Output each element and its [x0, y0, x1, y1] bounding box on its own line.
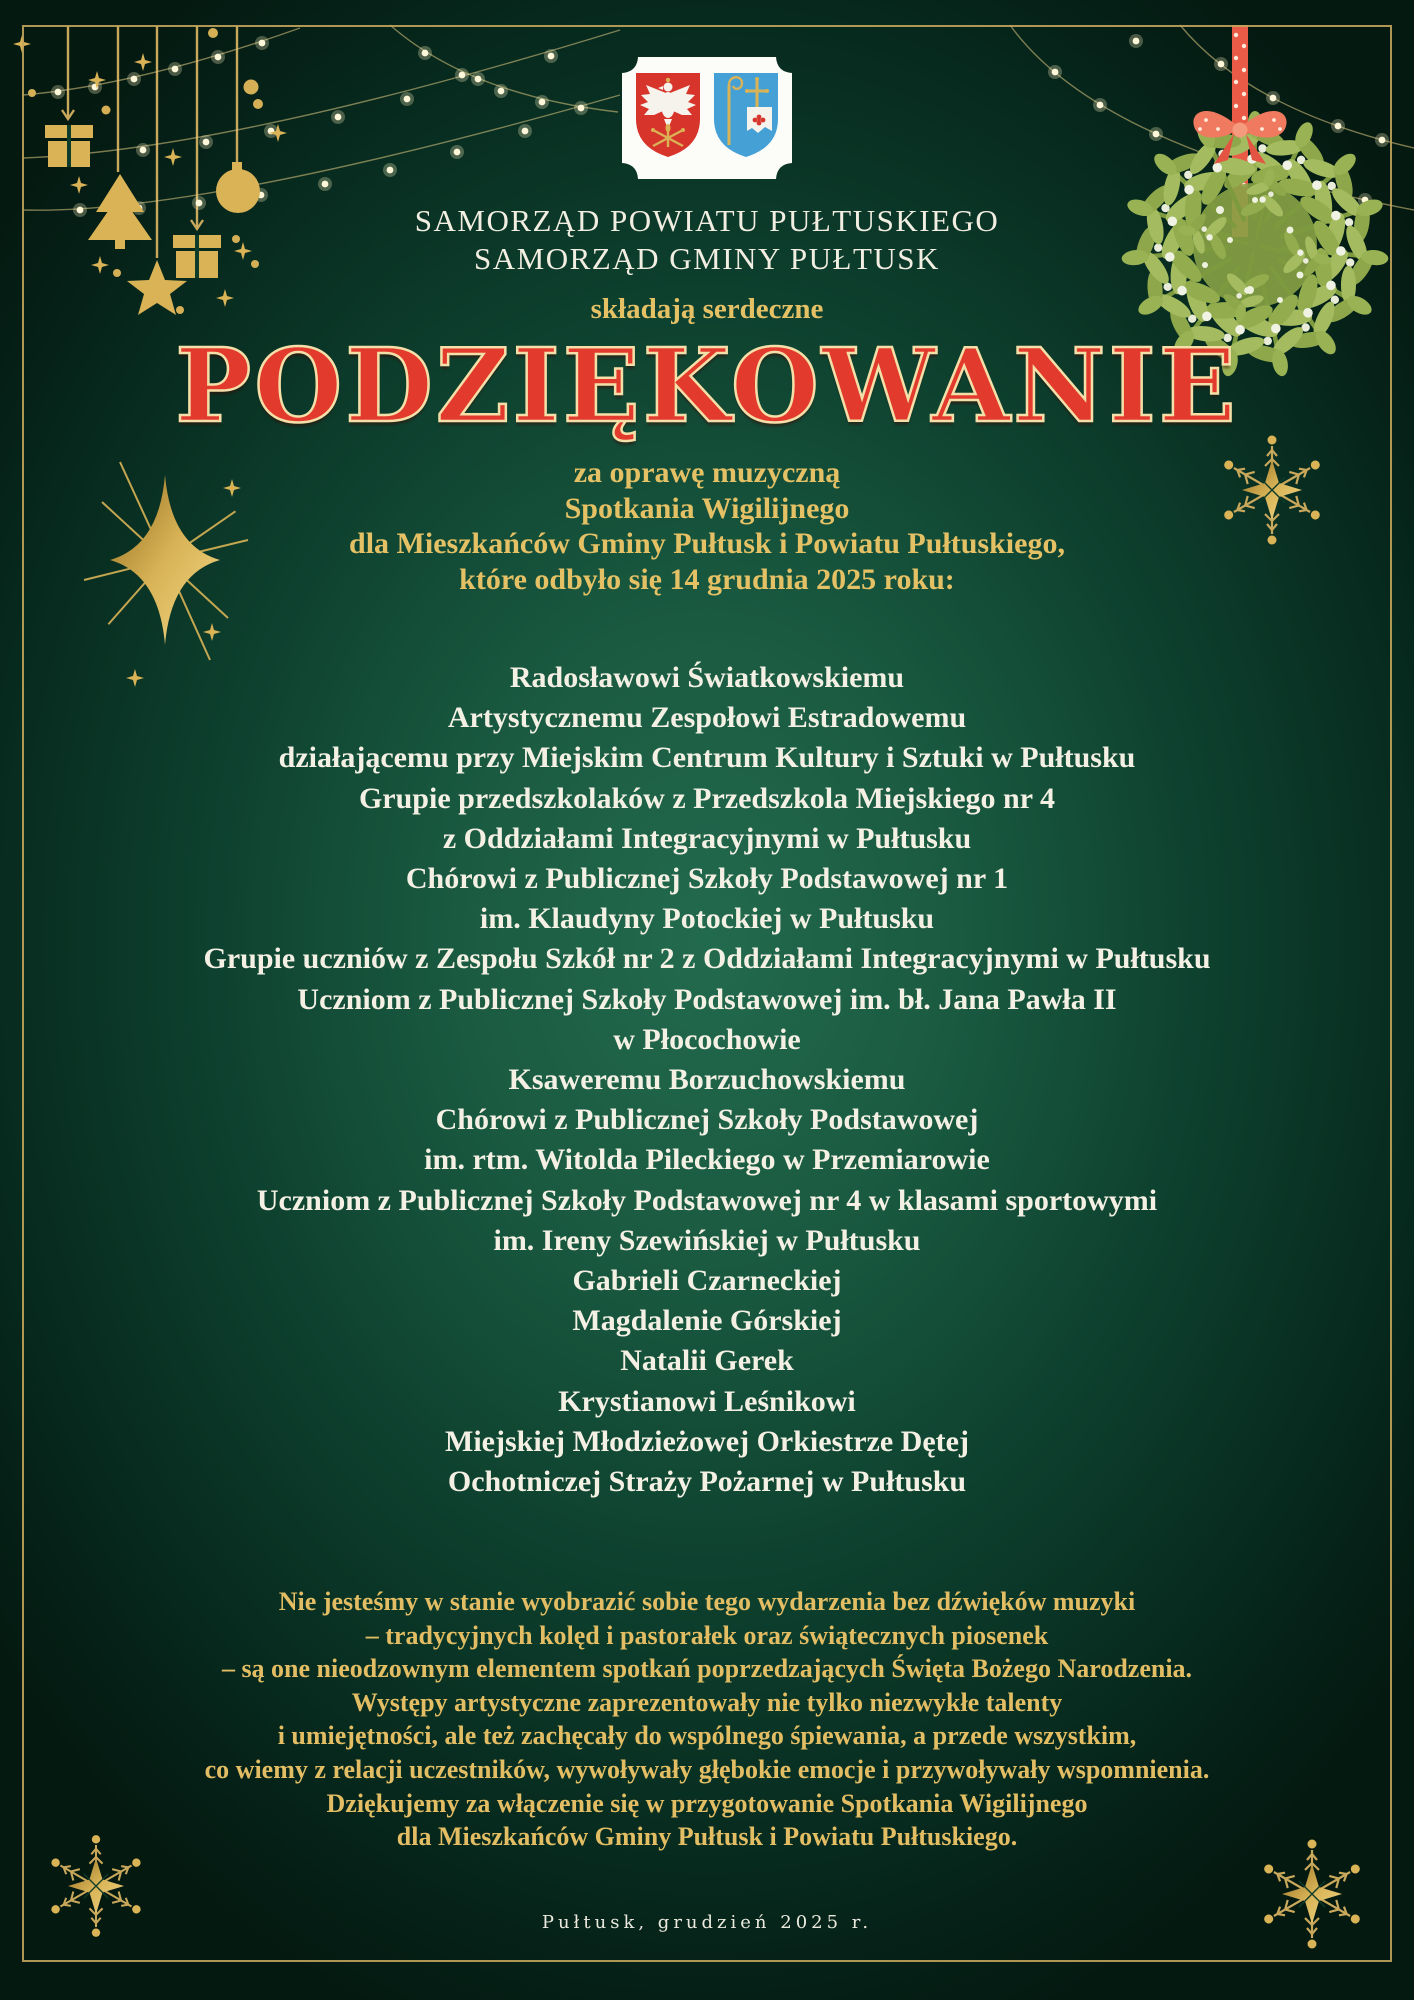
recipient-line: Gabrieli Czarneckiej — [572, 1264, 842, 1298]
intro-line: za oprawę muzyczną — [573, 456, 841, 489]
recipient-line: Uczniom z Publicznej Szkoły Podstawowej nr 4 w klasami sportowymi — [256, 1183, 1158, 1217]
recipient-line: im. Ireny Szewińskiej w Pułtusku — [493, 1223, 921, 1257]
recipient-line: Grupie przedszkolaków z Przedszkola Miejskiego nr 4 — [358, 781, 1056, 815]
message-line: dla Mieszkańców Gminy Pułtusk i Powiatu Pułtuskiego. — [396, 1822, 1018, 1852]
recipient-line: Miejskiej Młodzieżowej Orkiestrze Dętej — [445, 1424, 969, 1458]
recipient-line: im. Klaudyny Potockiej w Pułtusku — [479, 902, 935, 936]
closing-message — [0, 1585, 1414, 1854]
recipient-line: Uczniom z Publicznej Szkoły Podstawowej im. bł. Jana Pawła II — [297, 982, 1117, 1016]
coat-of-arms-plaque-icon — [622, 57, 792, 179]
recipient-line: im. rtm. Witolda Pileckiego w Przemiarowie — [424, 1143, 990, 1177]
recipient-line: Natalii Gerek — [620, 1344, 794, 1378]
lead-in-text: składają serdeczne — [590, 293, 824, 325]
recipient-line: Chórowi z Publicznej Szkoły Podstawowej nr 1 — [405, 862, 1009, 896]
event-intro — [0, 455, 1414, 597]
organization-name-line-2: SAMORZĄD GMINY PUŁTUSK — [474, 241, 940, 276]
message-line: – są one nieodzownym elementem spotkań poprzedzających Święta Bożego Narodzenia. — [221, 1654, 1193, 1684]
message-line: co wiemy z relacji uczestników, wywoływały głębokie emocje i przywoływały wspomnienia. — [204, 1754, 1210, 1784]
recipient-line: Chórowi z Publicznej Szkoły Podstawowej — [435, 1103, 979, 1137]
gift-icon — [45, 125, 93, 167]
recipient-line: Magdalenie Górskiej — [572, 1304, 842, 1338]
intro-line: które odbyło się 14 grudnia 2025 roku: — [459, 562, 955, 596]
recipient-line: w Płocochowie — [613, 1022, 801, 1056]
message-line: Występy artystyczne zaprezentowały nie tylko niezwykłe talenty — [351, 1687, 1063, 1717]
recipient-line: Grupie uczniów z Zespołu Szkół nr 2 z Oddziałami Integracyjnymi w Pułtusku — [203, 942, 1211, 976]
intro-line: dla Mieszkańców Gminy Pułtusk i Powiatu Pułtuskiego, — [349, 527, 1065, 560]
dateline: Pułtusk, grudzień 2025 r. — [541, 1912, 873, 1933]
organization-name-line-1: SAMORZĄD POWIATU PUŁTUSKIEGO — [414, 203, 1000, 238]
recipients-list — [0, 658, 1414, 1502]
message-line: Dziękujemy za włączenie się w przygotowanie Spotkania Wigilijnego — [326, 1788, 1088, 1818]
recipient-line: Ksaweremu Borzuchowskiemu — [508, 1063, 906, 1097]
recipient-line: z Oddziałami Integracyjnymi w Pułtusku — [442, 821, 972, 855]
message-line: i umiejętności, ale też zachęcały do wspólnego śpiewania, a przede wszystkim, — [277, 1721, 1137, 1751]
message-line: Nie jesteśmy w stanie wyobrazić sobie tego wydarzenia bez dźwięków muzyki — [278, 1587, 1136, 1616]
recipient-line: działającemu przy Miejskim Centrum Kultury i Sztuki w Pułtusku — [278, 741, 1136, 775]
recipient-line: Ochotniczej Straży Pożarnej w Pułtusku — [447, 1465, 967, 1499]
message-line: – tradycyjnych kolęd i pastorałek oraz świątecznych piosenek — [365, 1620, 1049, 1650]
recipient-line: Artystycznemu Zespołowi Estradowemu — [447, 701, 967, 735]
recipient-line: Krystianowi Leśnikowi — [558, 1384, 856, 1418]
intro-line: Spotkania Wigilijnego — [564, 491, 850, 525]
recipient-line: Radosławowi Światkowskiemu — [509, 661, 905, 694]
poster-title: PODZIĘKOWANIE — [175, 326, 1239, 445]
